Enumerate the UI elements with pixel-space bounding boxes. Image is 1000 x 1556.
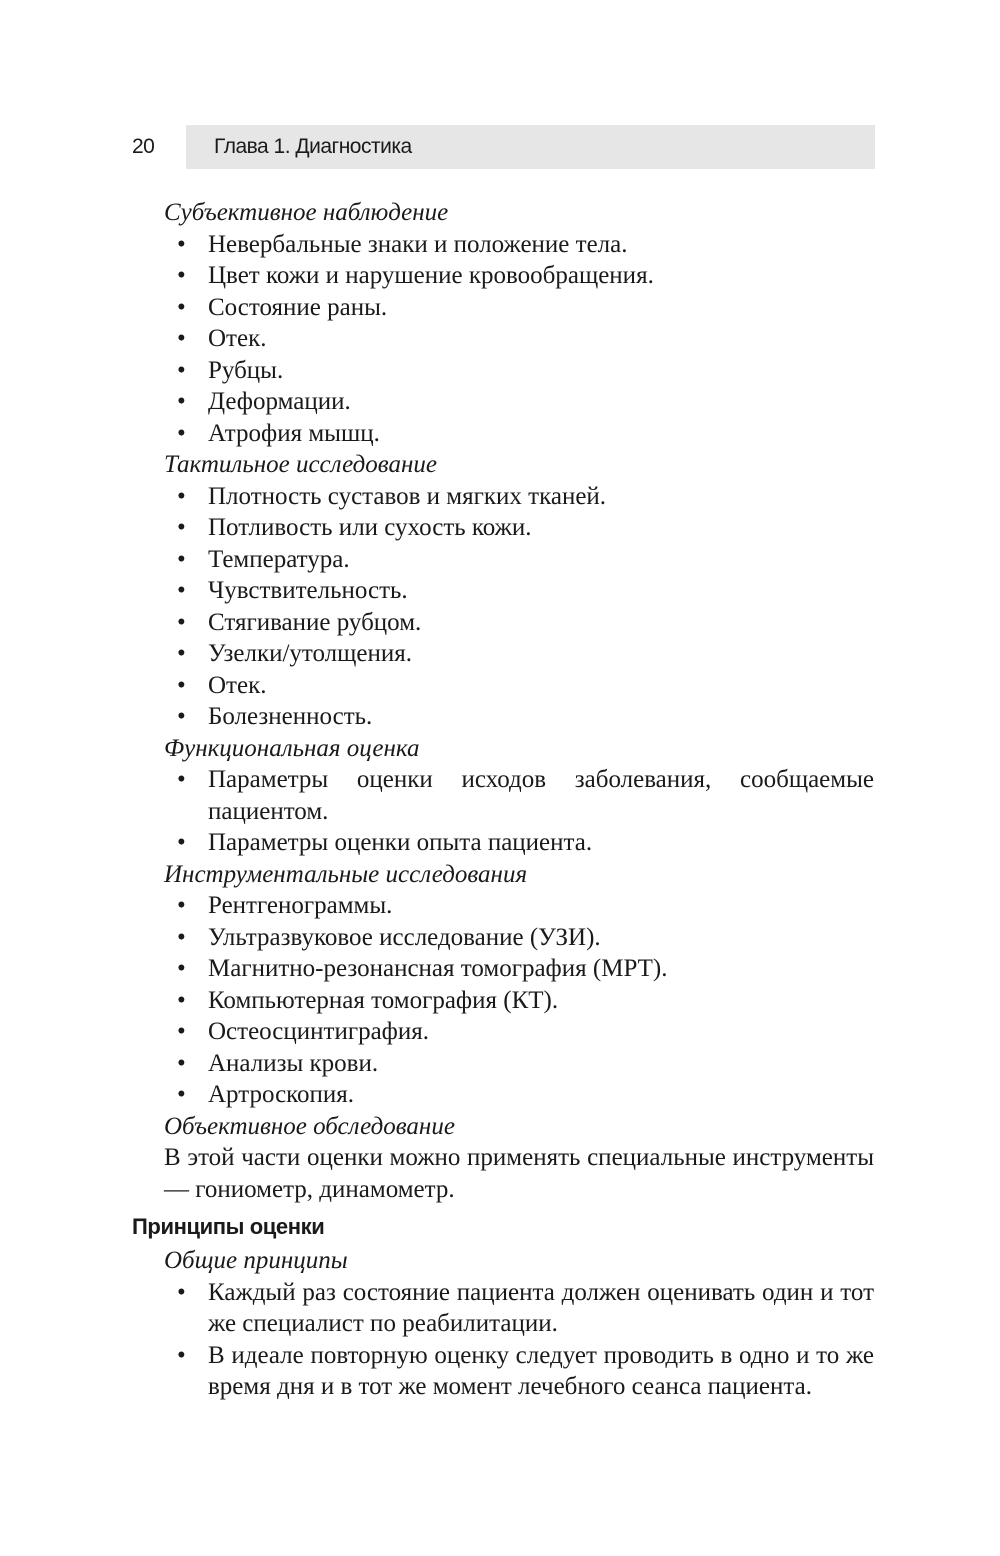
- list-item: • Каждый раз состояние пациента должен оценивать один и тот же специалист по реабилитации.: [164, 1277, 874, 1340]
- paragraph-objective: В этой части оценки можно применять специальные инструменты — гониометр, динамометр.: [164, 1144, 874, 1203]
- page-number: 20: [132, 135, 155, 158]
- list-subjective: [164, 229, 874, 450]
- list-item: • Температура.: [164, 544, 874, 576]
- list-item: • Остеосцинтиграфия.: [164, 1016, 874, 1048]
- list-item: • Потливость или сухость кожи.: [164, 512, 874, 544]
- subsection-title-tactile: Тактильное исследование: [164, 451, 437, 478]
- list-item: • Параметры оценки исходов заболевания, сообщаемые пациентом.: [164, 764, 874, 827]
- list-item: • Компьютерная томография (КТ).: [164, 985, 874, 1017]
- list-item: • Чувствительность.: [164, 575, 874, 607]
- subsection-title-instrumental: Инструментальные исследования: [164, 860, 528, 888]
- list-item: • Магнитно-резонансная томография (МРТ).: [164, 953, 874, 985]
- list-instrumental: [164, 890, 874, 1111]
- list-item: • В идеале повторную оценку следует проводить в одно и то же время дня и в тот же момент лечебного сеанса пациента.: [164, 1340, 874, 1403]
- list-item: • Параметры оценки опыта пациента.: [164, 827, 874, 859]
- list-item: • Узелки/утолщения.: [164, 638, 874, 670]
- list-item: • Рубцы.: [164, 355, 874, 387]
- list-item: • Рентгенограммы.: [164, 890, 874, 922]
- chapter-title: Глава 1. Диагностика: [214, 135, 412, 158]
- list-tactile: [164, 481, 874, 733]
- list-item: • Артроскопия.: [164, 1079, 874, 1111]
- subsection-title-subjective: Субъективное наблюдение: [164, 199, 449, 226]
- page-content: [132, 197, 874, 1403]
- section-heading-principles: Принципы оценки: [132, 1214, 325, 1239]
- list-item: • Плотность суставов и мягких тканей.: [164, 481, 874, 513]
- list-item: • Состояние раны.: [164, 292, 874, 324]
- list-item: • Отек.: [164, 323, 874, 355]
- list-item: • Ультразвуковое исследование (УЗИ).: [164, 922, 874, 954]
- list-item: • Деформации.: [164, 386, 874, 418]
- chapter-header-bar: [186, 125, 875, 169]
- list-item: • Болезненность.: [164, 701, 874, 733]
- list-item: • Анализы крови.: [164, 1048, 874, 1080]
- subsection-title-objective: Объективное обследование: [164, 1112, 455, 1140]
- list-item: • Стягивание рубцом.: [164, 607, 874, 639]
- list-item: • Невербальные знаки и положение тела.: [164, 229, 874, 261]
- list-principles: [164, 1277, 874, 1403]
- list-item: • Отек.: [164, 670, 874, 702]
- subsection-title-general-principles: Общие принципы: [164, 1247, 348, 1274]
- subsection-title-functional: Функциональная оценка: [164, 734, 420, 762]
- list-functional: [164, 764, 874, 859]
- list-item: • Атрофия мышц.: [164, 418, 874, 450]
- list-item: • Цвет кожи и нарушение кровообращения.: [164, 260, 874, 292]
- running-header: [0, 125, 1000, 169]
